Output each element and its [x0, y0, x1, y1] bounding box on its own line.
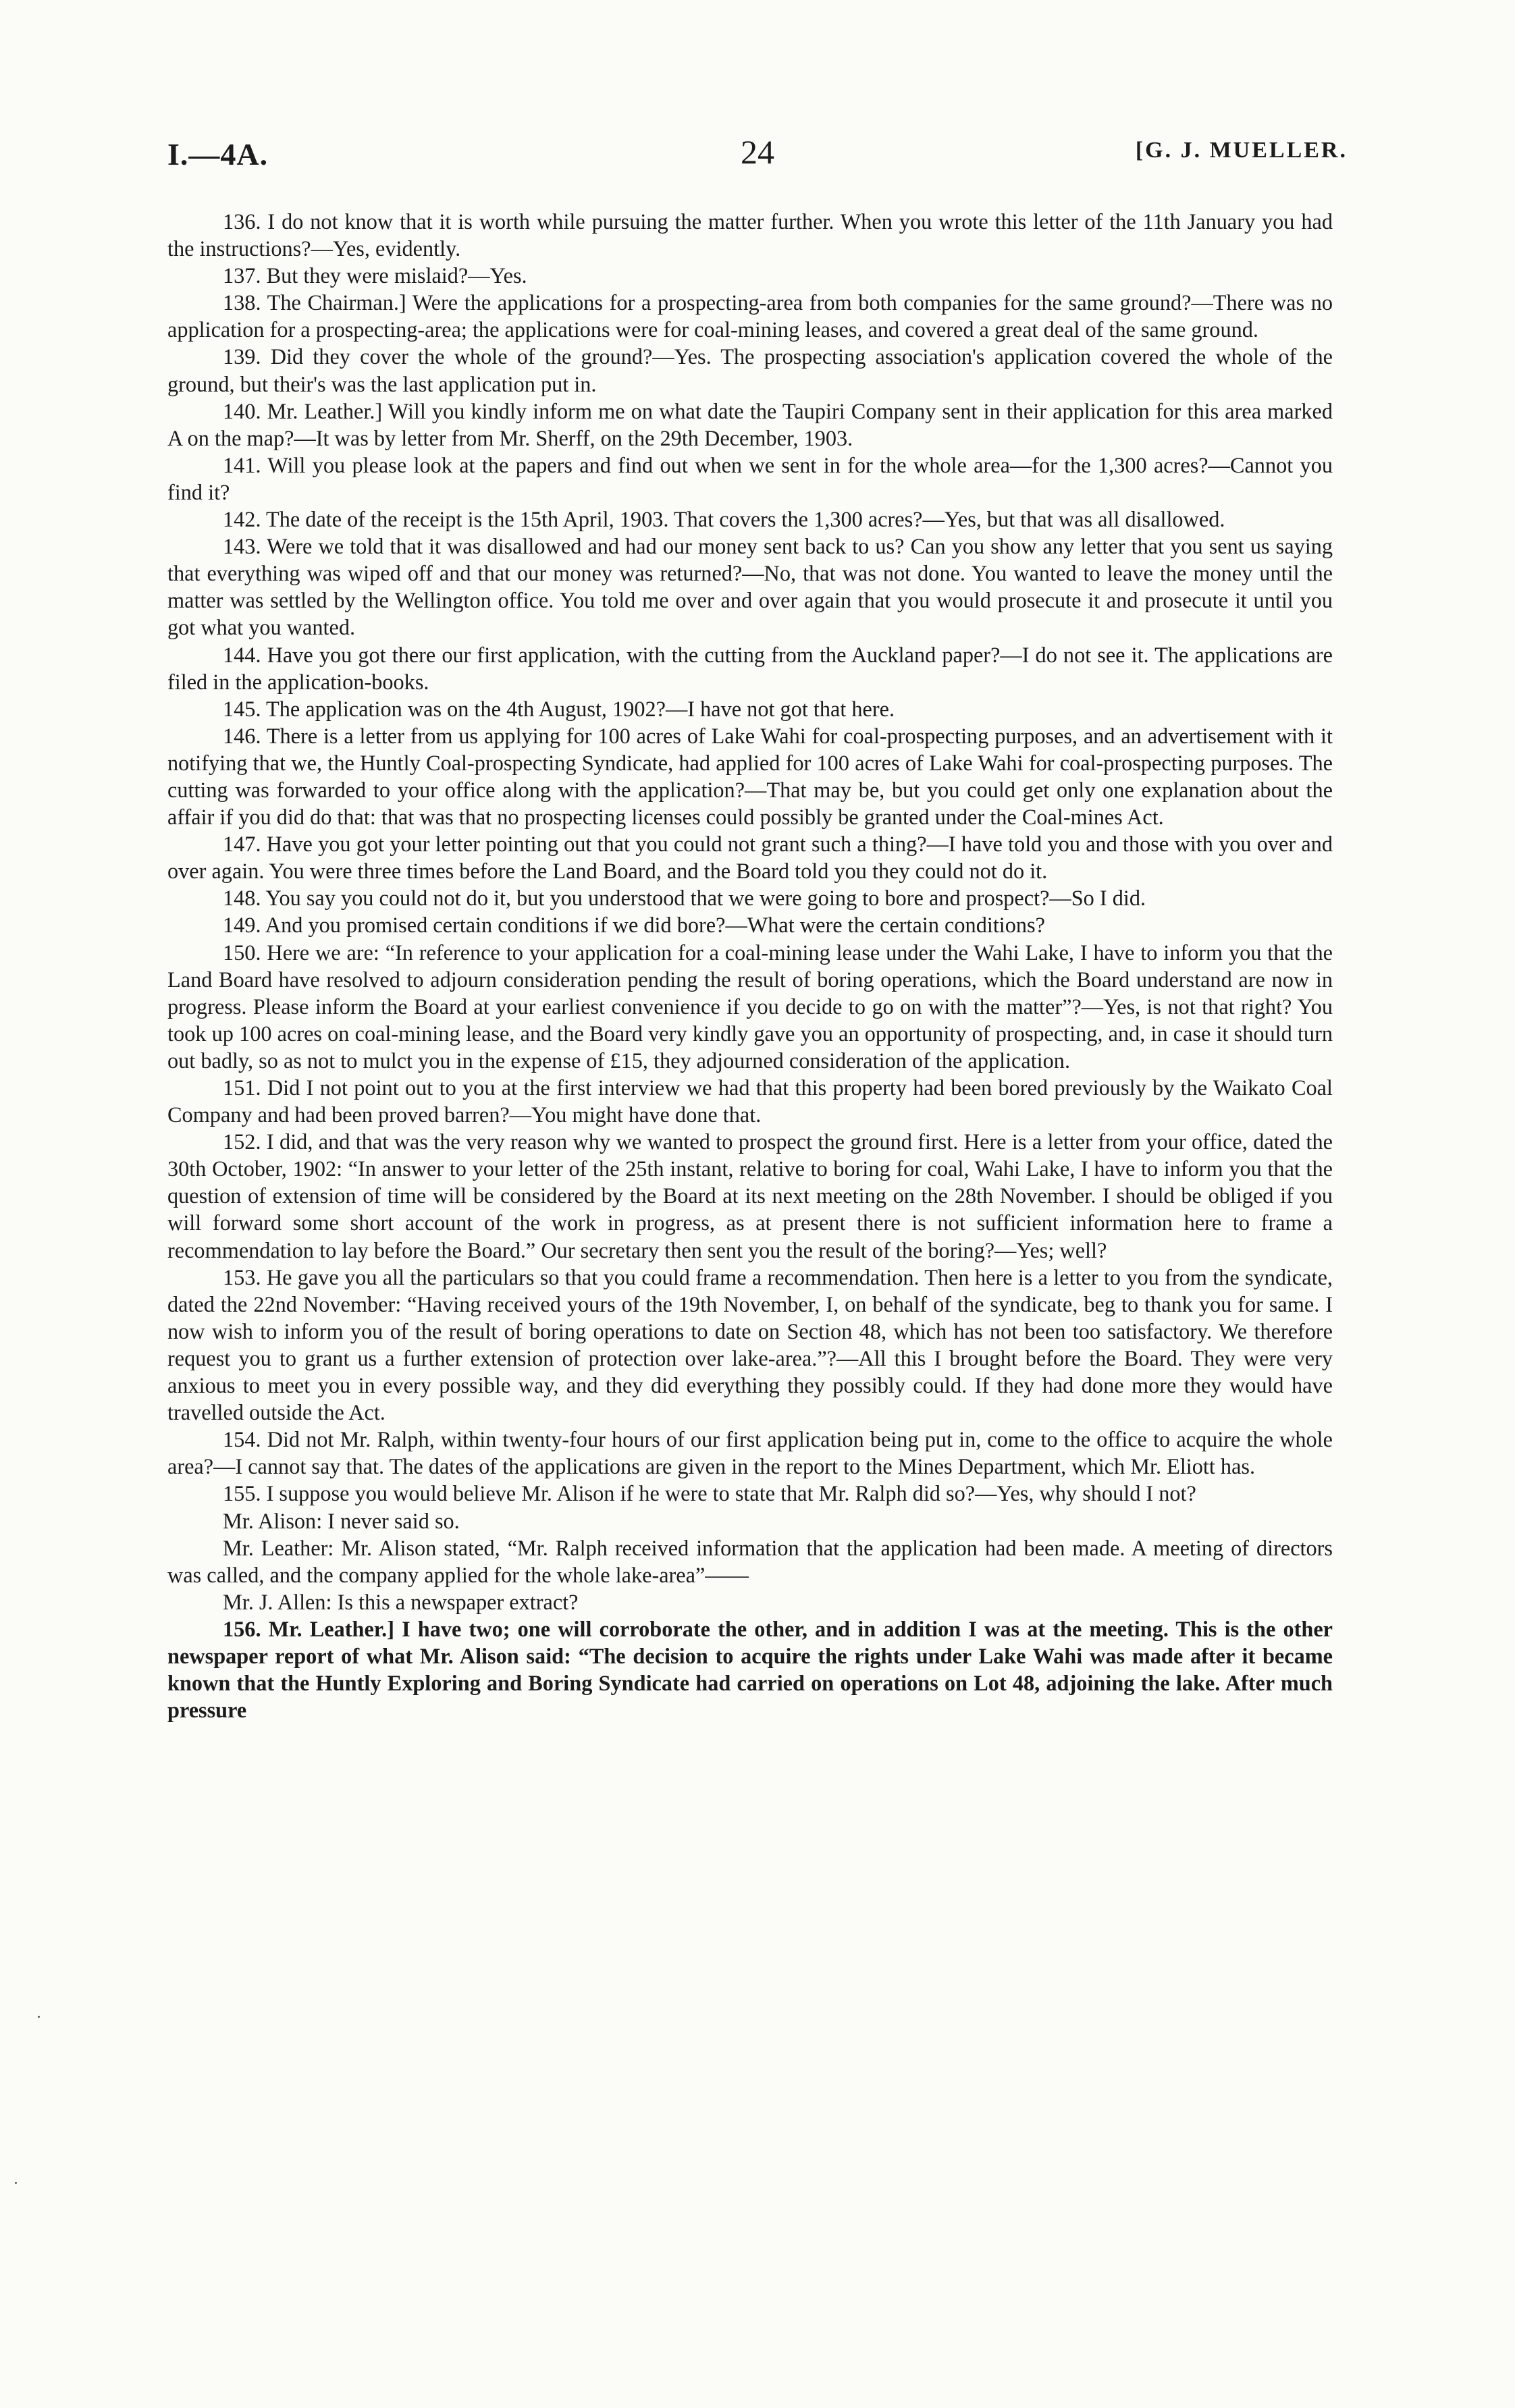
paragraph: Mr. J. Allen: Is this a newspaper extract?	[223, 1589, 579, 1614]
paragraph: 142. The date of the receipt is the 15th April, 1903. That covers the 1,300 acres?—Yes, but that was all disallowed.	[223, 507, 1225, 532]
paragraph: 150. Here we are: “In reference to your application for a coal-mining lease under the Wahi Lake, I have to inform you that the Land Board have resolved to adjourn consideration pending the result of boring operations, which the Board understand are now in progress. Please inform the Board at your earliest convenience if you decide to go on with the matter”?—Yes, is not that right? You took up 100 acres on coal-mining lease, and the Board very kindly gave you an opportunity of prospecting, and, in case it should turn out badly, so as not to mulct you in the expense of £15, they adjourned consideration of the application.	[167, 940, 1333, 1073]
paragraph: 155. I suppose you would believe Mr. Alison if he were to state that Mr. Ralph did so?—Yes, why should I not?	[223, 1481, 1196, 1506]
paper-reference: I.—4A.	[167, 137, 269, 171]
scan-speck	[15, 2182, 17, 2184]
witness-name: [G. J. MUELLER.	[1135, 138, 1348, 163]
paragraph: 141. Will you please look at the papers and find out when we sent in for the whole area—for the 1,300 acres?—Cannot you find it?	[167, 452, 1333, 504]
paragraph: 148. You say you could not do it, but you understood that we were going to bore and prospect?—So I did.	[223, 886, 1146, 911]
paragraph: 138. The Chairman.] Were the applications for a prospecting-area from both companies for the same ground?—There was no application for a prospecting-area; the applications were for coal-mining leases, and covered a great deal of the same ground.	[167, 290, 1333, 342]
scan-speck	[38, 2016, 40, 2018]
paragraph: Mr. Leather: Mr. Alison stated, “Mr. Ralph received information that the application had been made. A meeting of directors was called, and the company applied for the whole lake-area”——	[167, 1535, 1333, 1587]
paragraph: 156. Mr. Leather.] I have two; one will corroborate the other, and in addition I was at the meeting. This is the other newspaper report of what Mr. Alison said: “The decision to acquire the rights under Lake Wahi was made after it became known that the Huntly Exploring and Boring Syndicate had carried on operations on Lot 48, adjoining the lake. After much pressure	[167, 1616, 1333, 1723]
paragraph: 154. Did not Mr. Ralph, within twenty-four hours of our first application being put in, come to the office to acquire the whole area?—I cannot say that. The dates of the applications are given in the report to the Mines Department, which Mr. Eliott has.	[167, 1427, 1333, 1479]
paragraph: 146. There is a letter from us applying for 100 acres of Lake Wahi for coal-prospecting purposes, and an advertisement with it notifying that we, the Huntly Coal-prospecting Syndicate, had applied for 100 acres of Lake Wahi for coal-prospecting purposes. The cutting was forwarded to your office along with the application?—That may be, but you could get only one explanation about the affair if you did do that: that was that no prospecting licenses could possibly be granted under the Coal-mines Act.	[167, 723, 1333, 830]
paragraph: 140. Mr. Leather.] Will you kindly inform me on what date the Taupiri Company sent in their application for this area marked A on the map?—It was by letter from Mr. Sherff, on the 29th December, 1903.	[167, 398, 1333, 450]
paragraph: 137. But they were mislaid?—Yes.	[223, 263, 527, 288]
paragraph: 153. He gave you all the particulars so that you could frame a recommendation. Then here is a letter to you from the syndicate, dated the 22nd November: “Having received yours of the 19th November, I, on behalf of the syndicate, beg to thank you for same. I now wish to inform you of the result of boring operations to date on Section 48, which has not been too satisfactory. We therefore request you to grant us a further extension of protection over lake-area.”?—All this I brought before the Board. They were very anxious to meet you in every possible way, and they did everything they possibly could. If they had done more they would have travelled outside the Act.	[167, 1264, 1333, 1425]
page-header	[167, 132, 1348, 180]
page-number: 24	[741, 133, 774, 171]
paragraph: 147. Have you got your letter pointing out that you could not grant such a thing?—I have told you and those with you over and over again. You were three times before the Land Board, and the Board told you they could not do it.	[167, 832, 1333, 884]
page-body	[167, 208, 1333, 1723]
paragraph: 136. I do not know that it is worth while pursuing the matter further. When you wrote this letter of the 11th January you had the instructions?—Yes, evidently.	[167, 209, 1333, 261]
paragraph: 144. Have you got there our first application, with the cutting from the Auckland paper?—I do not see it. The applications are filed in the application-books.	[167, 642, 1333, 694]
paragraph: Mr. Alison: I never said so.	[223, 1508, 460, 1533]
paragraph: 152. I did, and that was the very reason why we wanted to prospect the ground first. Here is a letter from your office, dated the 30th October, 1902: “In answer to your letter of the 25th instant, relative to boring for coal, Wahi Lake, I have to inform you that the question of extension of time will be considered by the Board at its next meeting on the 28th November. I should be obliged if you will forward some short account of the work in progress, as at present there is not sufficient information here to frame a recommendation to lay before the Board.” Our secretary then sent you the result of the boring?—Yes; well?	[167, 1129, 1333, 1262]
paragraph: 149. And you promised certain conditions if we did bore?—What were the certain conditions?	[223, 913, 1045, 938]
paragraph: 139. Did they cover the whole of the ground?—Yes. The prospecting association's application covered the whole of the ground, but their's was the last application put in.	[167, 344, 1333, 396]
paragraph: 151. Did I not point out to you at the first interview we had that this property had been bored previously by the Waikato Coal Company and had been proved barren?—You might have done that.	[167, 1075, 1333, 1127]
paragraph: 143. Were we told that it was disallowed and had our money sent back to us? Can you show any letter that you sent us saying that everything was wiped off and that our money was returned?—No, that was not done. You wanted to leave the money until the matter was settled by the Wellington office. You told me over and over again that you would prosecute it and prosecute it until you got what you wanted.	[167, 534, 1333, 640]
paragraph: 145. The application was on the 4th August, 1902?—I have not got that here.	[223, 696, 895, 721]
